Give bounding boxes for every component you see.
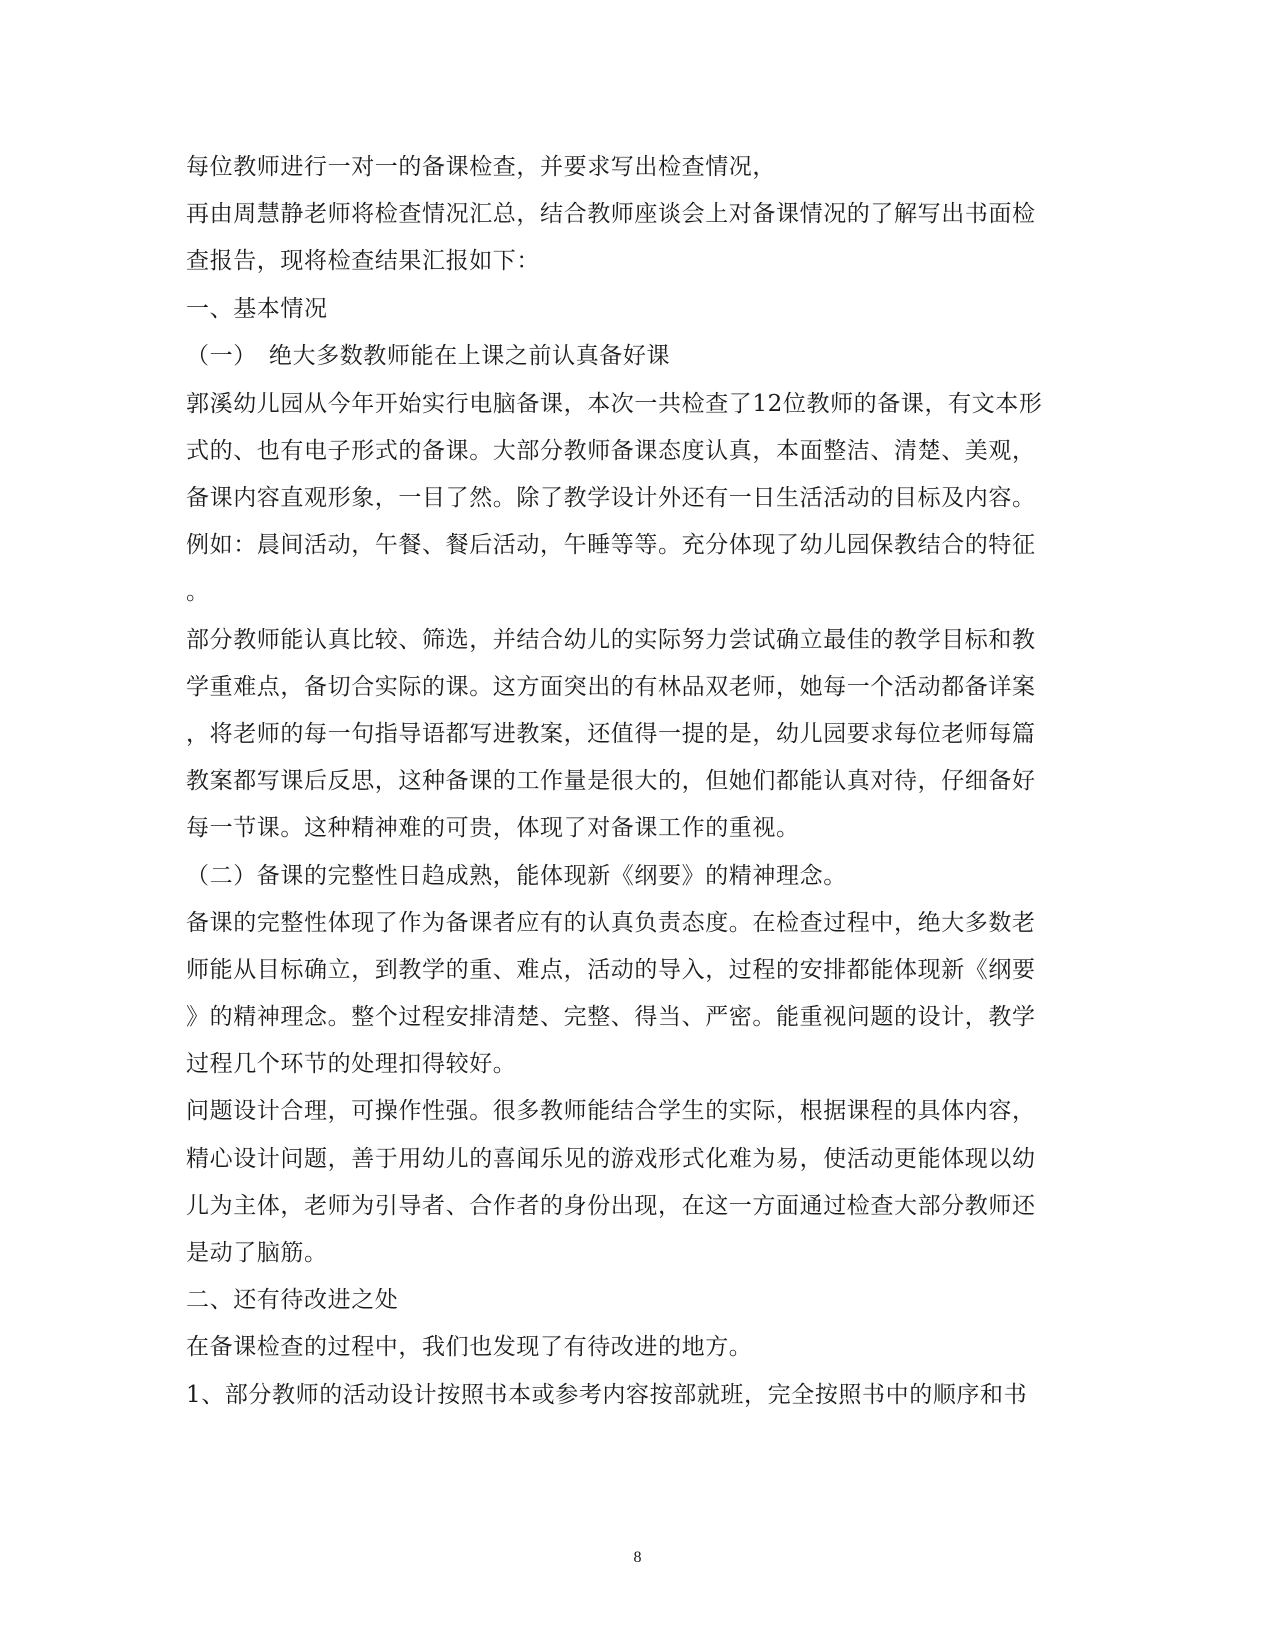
text-line: 备课的完整性体现了作为备课者应有的认真负责态度。在检查过程中，绝大多数老 [186,910,1036,936]
text-line: 每位教师进行一对一的备课检查，并要求写出检查情况， [186,154,776,180]
text-line: 精心设计问题，善于用幼儿的喜闻乐见的游戏形式化难为易，使活动更能体现以幼 [186,1146,1036,1172]
text-line: 郭溪幼儿园从今年开始实行电脑备课，本次一共检查了12位教师的备课，有文本形 [186,391,1043,417]
text-line: 部分教师能认真比较、筛选，并结合幼儿的实际努力尝试确立最佳的教学目标和教 [186,627,1036,653]
text-line: 每一节课。这种精神难的可贵，体现了对备课工作的重视。 [186,815,800,841]
text-line: ，将老师的每一句指导语都写进教案，还值得一提的是，幼儿园要求每位老师每篇 [186,721,1036,747]
text-line: 在备课检查的过程中，我们也发现了有待改进的地方。 [186,1334,753,1360]
text-line: 儿为主体，老师为引导者、合作者的身份出现，在这一方面通过检查大部分教师还 [186,1193,1036,1219]
text-line: 过程几个环节的处理扣得较好。 [186,1051,517,1077]
text-line: 例如：晨间活动，午餐、餐后活动，午睡等等。充分体现了幼儿园保教结合的特征 [186,532,1036,558]
page-number: 8 [633,1549,642,1566]
text-line: 是动了脑筋。 [186,1240,328,1266]
text-line: 。 [186,579,210,605]
subsection-heading: （二）备课的完整性日趋成熟，能体现新《纲要》的精神理念。 [186,863,847,889]
text-line: 查报告，现将检查结果汇报如下： [186,248,540,274]
text-line: 》的精神理念。整个过程安排清楚、完整、得当、严密。能重视问题的设计，教学 [186,1004,1036,1030]
text-line: 问题设计合理，可操作性强。很多教师能结合学生的实际，根据课程的具体内容， [186,1098,1036,1124]
text-line: 备课内容直观形象，一目了然。除了教学设计外还有一日生活活动的目标及内容。 [186,485,1036,511]
section-heading: 一、基本情况 [186,296,328,322]
text-line: 式的、也有电子形式的备课。大部分教师备课态度认真，本面整洁、清楚、美观， [186,438,1036,464]
text-line: 学重难点，备切合实际的课。这方面突出的有林品双老师，她每一个活动都备详案 [186,674,1036,700]
text-line: 再由周慧静老师将检查情况汇总，结合教师座谈会上对备课情况的了解写出书面检 [186,201,1036,227]
subsection-heading: （一） 绝大多数教师能在上课之前认真备好课 [186,343,671,369]
section-heading: 二、还有待改进之处 [186,1287,399,1313]
text-line: 教案都写课后反思，这种备课的工作量是很大的，但她们都能认真对待，仔细备好 [186,768,1036,794]
text-line: 师能从目标确立，到教学的重、难点，活动的导入，过程的安排都能体现新《纲要 [186,957,1036,983]
text-line: 1、部分教师的活动设计按照书本或参考内容按部就班，完全按照书中的顺序和书 [186,1382,1028,1408]
